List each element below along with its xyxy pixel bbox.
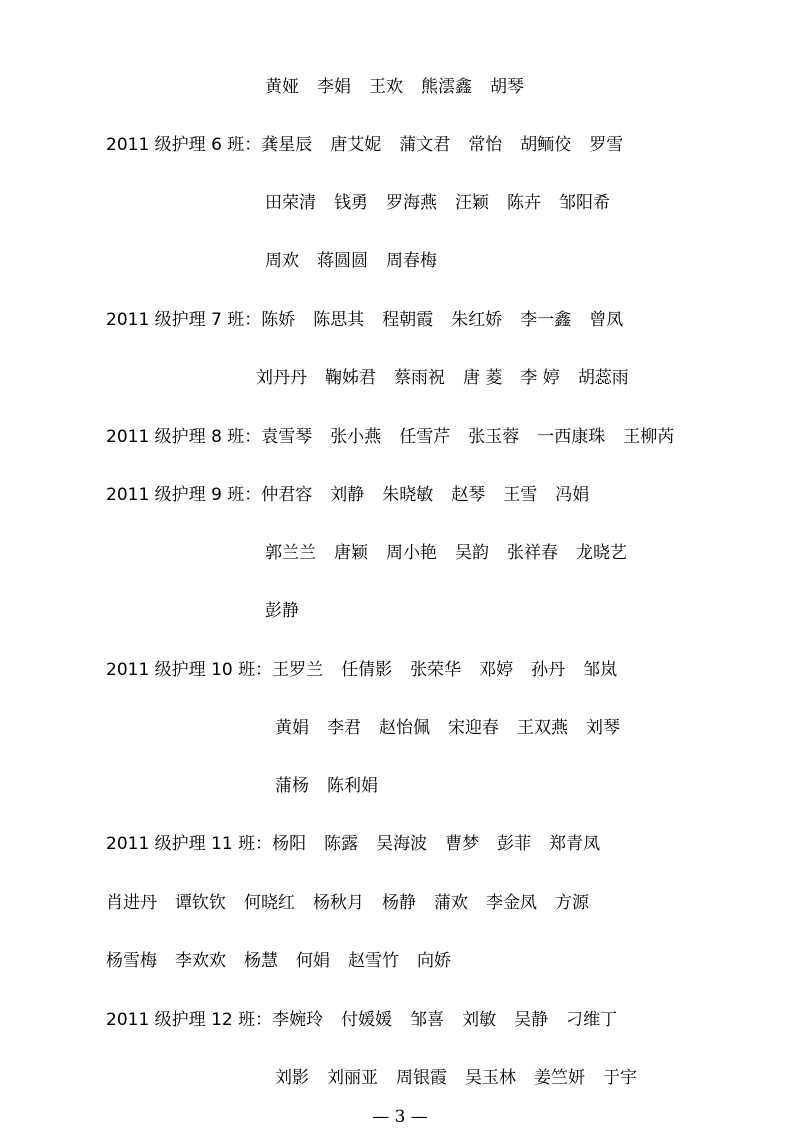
name-line bbox=[106, 888, 607, 918]
student-name: 李婉玲 bbox=[272, 1010, 324, 1030]
student-name: 刘琴 bbox=[586, 718, 620, 738]
student-name: 何娟 bbox=[296, 951, 330, 971]
student-name: 孙丹 bbox=[531, 660, 566, 680]
student-name: 周欢 bbox=[265, 251, 299, 271]
student-name: 张祥春 bbox=[507, 543, 558, 563]
student-name: 陈思其 bbox=[313, 310, 365, 330]
student-name: 程朝霞 bbox=[382, 310, 434, 330]
student-name: 方源 bbox=[555, 893, 589, 913]
class-label: 2011 级护理 11 班： bbox=[106, 834, 273, 854]
student-name: 杨秋月 bbox=[313, 893, 364, 913]
student-name: 张荣华 bbox=[410, 660, 462, 680]
student-name: 李一鑫 bbox=[520, 310, 572, 330]
student-name: 赵怡佩 bbox=[379, 718, 430, 738]
student-name: 陈露 bbox=[324, 834, 359, 854]
student-name: 冯娟 bbox=[555, 485, 590, 505]
name-line bbox=[265, 596, 317, 626]
student-name: 周春梅 bbox=[386, 251, 437, 271]
student-name: 邹阳希 bbox=[559, 193, 610, 213]
student-name: 刘静 bbox=[330, 485, 365, 505]
student-name: 胡琴 bbox=[490, 77, 524, 97]
student-name: 张小燕 bbox=[330, 427, 382, 447]
student-name: 一西康珠 bbox=[537, 427, 606, 447]
student-name: 付媛媛 bbox=[341, 1010, 393, 1030]
student-name: 蒲杨 bbox=[275, 776, 309, 796]
student-name: 杨慧 bbox=[244, 951, 278, 971]
student-name: 宋迎春 bbox=[448, 718, 499, 738]
name-line bbox=[106, 130, 641, 160]
student-name: 于宇 bbox=[603, 1068, 637, 1088]
student-name: 熊澐鑫 bbox=[421, 77, 472, 97]
name-line bbox=[106, 1005, 635, 1035]
student-name: 仲君容 bbox=[261, 485, 313, 505]
student-name: 任倩影 bbox=[341, 660, 393, 680]
class-label: 2011 级护理 10 班： bbox=[106, 660, 273, 680]
student-name: 龙晓艺 bbox=[576, 543, 627, 563]
name-line bbox=[265, 188, 628, 218]
student-name: 李娟 bbox=[317, 77, 351, 97]
student-name: 龚星辰 bbox=[261, 135, 313, 155]
student-name: 张玉蓉 bbox=[468, 427, 520, 447]
name-line bbox=[256, 363, 647, 393]
student-name: 陈卉 bbox=[507, 193, 541, 213]
name-line bbox=[106, 422, 692, 452]
student-name: 郭兰兰 bbox=[265, 543, 316, 563]
student-name: 任雪芹 bbox=[399, 427, 451, 447]
student-name: 吴玉林 bbox=[465, 1068, 516, 1088]
student-name: 郑青凤 bbox=[549, 834, 601, 854]
student-name: 陈娇 bbox=[261, 310, 296, 330]
student-name: 刘影 bbox=[275, 1068, 309, 1088]
student-name: 黄娅 bbox=[265, 77, 299, 97]
page-number: — 3 — bbox=[372, 1107, 428, 1127]
student-name: 蒋圆圆 bbox=[317, 251, 368, 271]
student-name: 蔡雨祝 bbox=[394, 368, 445, 388]
student-name: 李金凤 bbox=[486, 893, 537, 913]
name-line bbox=[106, 305, 641, 335]
student-name: 王双燕 bbox=[517, 718, 568, 738]
name-line bbox=[106, 946, 469, 976]
student-name: 谭钦钦 bbox=[175, 893, 226, 913]
name-line bbox=[106, 655, 635, 685]
class-label: 2011 级护理 12 班： bbox=[106, 1010, 273, 1030]
name-line bbox=[265, 246, 455, 276]
student-name: 黄娟 bbox=[275, 718, 309, 738]
student-name: 李欢欢 bbox=[175, 951, 226, 971]
class-label: 2011 级护理 8 班： bbox=[106, 427, 262, 447]
student-name: 陈利娟 bbox=[327, 776, 378, 796]
class-label: 2011 级护理 7 班： bbox=[106, 310, 262, 330]
student-name: 何晓红 bbox=[244, 893, 295, 913]
student-name: 王罗兰 bbox=[272, 660, 324, 680]
student-name: 周银霞 bbox=[396, 1068, 447, 1088]
student-name: 胡蕊雨 bbox=[577, 368, 629, 388]
name-line bbox=[275, 713, 638, 743]
name-line bbox=[106, 829, 618, 859]
student-name: 彭菲 bbox=[497, 834, 532, 854]
class-label: 2011 级护理 9 班： bbox=[106, 485, 262, 505]
name-line bbox=[275, 1063, 655, 1093]
name-line bbox=[265, 72, 542, 102]
student-name: 田荣清 bbox=[265, 193, 316, 213]
student-name: 杨雪梅 bbox=[106, 951, 157, 971]
student-name: 邓婷 bbox=[479, 660, 514, 680]
student-name: 肖进丹 bbox=[106, 893, 157, 913]
student-name: 杨阳 bbox=[272, 834, 307, 854]
student-name: 彭静 bbox=[265, 601, 299, 621]
student-name: 唐艾妮 bbox=[330, 135, 382, 155]
student-name: 吴韵 bbox=[455, 543, 489, 563]
name-line bbox=[265, 538, 645, 568]
student-name: 蒲欢 bbox=[434, 893, 468, 913]
student-name: 汪颖 bbox=[455, 193, 489, 213]
student-name: 赵雪竹 bbox=[348, 951, 399, 971]
student-name: 曾凤 bbox=[589, 310, 624, 330]
student-name: 常怡 bbox=[468, 135, 503, 155]
name-line bbox=[106, 480, 607, 510]
student-name: 李 婷 bbox=[520, 368, 560, 388]
student-name: 蒲文君 bbox=[399, 135, 451, 155]
student-name: 刘丽亚 bbox=[327, 1068, 378, 1088]
student-name: 姜竺妍 bbox=[534, 1068, 585, 1088]
student-name: 刘丹丹 bbox=[256, 368, 307, 388]
student-name: 唐 菱 bbox=[463, 368, 503, 388]
student-name: 李君 bbox=[327, 718, 361, 738]
student-name: 王雪 bbox=[503, 485, 538, 505]
student-name: 朱红娇 bbox=[451, 310, 503, 330]
student-name: 向娇 bbox=[417, 951, 451, 971]
student-name: 王柳芮 bbox=[623, 427, 675, 447]
student-name: 刁维丁 bbox=[566, 1010, 618, 1030]
student-name: 曹梦 bbox=[445, 834, 480, 854]
student-name: 罗雪 bbox=[589, 135, 624, 155]
student-name: 胡鲕佼 bbox=[520, 135, 572, 155]
student-name: 唐颖 bbox=[334, 543, 368, 563]
student-name: 邹喜 bbox=[410, 1010, 445, 1030]
student-name: 邹岚 bbox=[583, 660, 618, 680]
student-name: 杨静 bbox=[382, 893, 416, 913]
student-name: 朱晓敏 bbox=[382, 485, 434, 505]
student-name: 钱勇 bbox=[334, 193, 368, 213]
student-name: 吴静 bbox=[514, 1010, 549, 1030]
student-name: 赵琴 bbox=[451, 485, 486, 505]
name-line bbox=[275, 771, 396, 801]
student-name: 袁雪琴 bbox=[261, 427, 313, 447]
student-name: 罗海燕 bbox=[386, 193, 437, 213]
student-name: 鞠姊君 bbox=[325, 368, 376, 388]
student-name: 周小艳 bbox=[386, 543, 437, 563]
student-name: 吴海波 bbox=[376, 834, 428, 854]
class-label: 2011 级护理 6 班： bbox=[106, 135, 262, 155]
student-name: 王欢 bbox=[369, 77, 403, 97]
student-name: 刘敏 bbox=[462, 1010, 497, 1030]
